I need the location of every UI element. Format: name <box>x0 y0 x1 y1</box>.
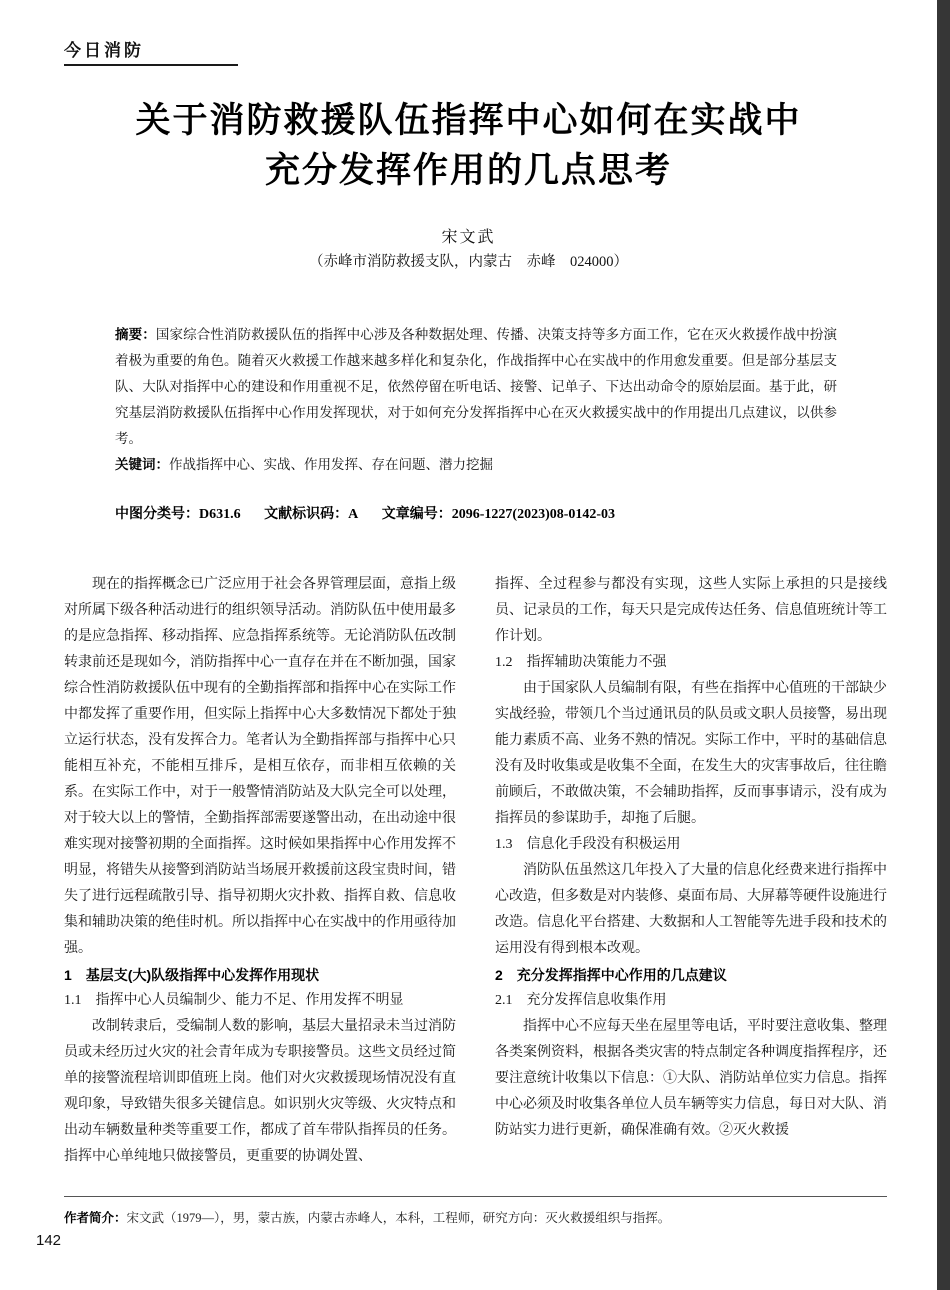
body-paragraph: 改制转隶后，受编制人数的影响，基层大量招录未当过消防员或未经历过火灾的社会青年成为专职接警员。这些文员经过简单的接警流程培训即值班上岗。他们对火灾救援现场情况没有直观印象，导致错失很多关键信息。如识别火灾等级、火灾特点和出动车辆数量种类等重要工作，都成了首车带队指挥员的任务。指挥中心单纯地只做接警员，更重要的协调处置、 <box>64 1019 456 1164</box>
article-title <box>0 96 937 196</box>
body-paragraph: 由于国家队人员编制有限，有些在指挥中心值班的干部缺少实战经验，带领几个当过通讯员的队员或文职人员接警，易出现能力素质不高、业务不熟的情况。实际工作中，平时的基础信息没有及时收集或是收集不全面，在发生大的灾害事故后，往往瞻前顾后，不敢做决策，不会辅助指挥，反而事事请示，没有成为指挥员的参谋助手，却拖了后腿。 <box>495 681 887 826</box>
abstract-block <box>115 322 837 478</box>
abstract-label: 摘要： <box>115 327 156 342</box>
section-heading: 1 基层支(大)队级指挥中心发挥作用现状 <box>64 967 320 983</box>
article-body <box>64 572 887 1170</box>
binding-spine-bar <box>937 0 950 1290</box>
author-affiliation: （赤峰市消防救援支队，内蒙古 赤峰 024000） <box>309 254 628 270</box>
document-code-value: A <box>348 507 359 522</box>
subsection-heading: 1.3 信息化手段没有积极运用 <box>495 837 681 852</box>
article-number-label: 文章编号： <box>381 507 452 522</box>
body-paragraph: 消防队伍虽然这几年投入了大量的信息化经费来进行指挥中心改造，但多数是对内装修、桌面布局、大屏幕等硬件设施进行改造。信息化平台搭建、大数据和人工智能等先进手段和技术的运用没有得到根本改观。 <box>495 863 887 956</box>
article-title-line1: 关于消防救援队伍指挥中心如何在实战中 <box>135 101 802 140</box>
clc-label: 中图分类号： <box>115 507 199 522</box>
subsection-heading: 2.1 充分发挥信息收集作用 <box>495 993 667 1008</box>
document-code-label: 文献标识码： <box>264 507 349 522</box>
keywords-text: 作战指挥中心、实战、作用发挥、存在问题、潜力挖掘 <box>169 457 493 472</box>
document-code <box>264 507 358 522</box>
author-bio-label: 作者简介： <box>64 1211 127 1225</box>
keywords-line <box>115 452 837 478</box>
body-paragraph: 现在的指挥概念已广泛应用于社会各界管理层面，意指上级对所属下级各种活动进行的组织领导活动。消防队伍中使用最多的是应急指挥、移动指挥、应急指挥系统等。无论消防队伍改制转隶前还是现如今，消防指挥中心一直存在并在不断加强，国家综合性消防救援队伍中现有的全勤指挥部和指挥中心在实际工作中都发挥了重要作用，但实际上指挥中心大多数情况下都处于独立运行状态，没有发挥合力。笔者认为全勤指挥部与指挥中心只能相互补充，不能相互排斥，是相互依存，而非相互依赖的关系。在实际工作中，对于一般警情消防站及大队完全可以处理，对于较大以上的警情，全勤指挥部需要遂警出动，在出动途中很难实现对接警初期的全面指挥。这时候如果指挥中心作用发挥不明显，将错失从接警到消防站当场展开救援前这段宝贵时间，错失了进行远程疏散引导、指导初期火灾扑救、指挥自救、信息收集和辅助决策的绝佳时机。所以指挥中心在实战中的作用亟待加强。 <box>64 577 456 956</box>
article-title-line2: 充分发挥作用的几点思考 <box>264 151 672 190</box>
clc-number <box>115 507 241 522</box>
abstract-paragraph <box>115 322 837 452</box>
author-name: 宋文武 <box>441 229 496 246</box>
article-number-value: 2096-1227(2023)08-0142-03 <box>451 507 616 522</box>
subsection-heading: 1.1 指挥中心人员编制少、能力不足、作用发挥不明显 <box>64 993 404 1008</box>
classification-line <box>115 503 837 523</box>
article-number <box>382 507 615 522</box>
author-bio <box>64 1207 887 1229</box>
right-column <box>495 572 887 1170</box>
header-rule <box>64 64 238 66</box>
subsection-heading: 1.2 指挥辅助决策能力不强 <box>495 655 667 670</box>
footnote-rule <box>64 1196 887 1197</box>
body-paragraph: 指挥中心不应每天坐在屋里等电话，平时要注意收集、整理各类案例资料，根据各类灾害的特点制定各种调度指挥程序，还要注意统计收集以下信息：①大队、消防站单位实力信息。指挥中心必须及时收集各单位人员车辆等实力信息，每日对大队、消防站实力进行更新，确保准确有效。②灭火救援 <box>495 1019 887 1138</box>
keywords-label: 关键词： <box>115 457 169 472</box>
author-bio-text: 宋文武（1979—），男，蒙古族，内蒙古赤峰人，本科，工程师，研究方向：灭火救援组织与指挥。 <box>126 1211 671 1225</box>
journal-section-label: 今日消防 <box>64 41 144 60</box>
section-heading: 2 充分发挥指挥中心作用的几点建议 <box>495 967 727 983</box>
left-column <box>64 572 456 1170</box>
clc-value: D631.6 <box>199 507 241 522</box>
body-paragraph: 指挥、全过程参与都没有实现，这些人实际上承担的只是接线员、记录员的工作，每天只是完成传达任务、信息值班统计等工作计划。 <box>495 577 887 644</box>
page-number: 142 <box>36 1232 62 1249</box>
abstract-text: 国家综合性消防救援队伍的指挥中心涉及各种数据处理、传播、决策支持等多方面工作，它在灭火救援作战中扮演着极为重要的角色。随着灭火救援工作越来越多样化和复杂化，作战指挥中心在实战中的作用愈发重要。但是部分基层支队、大队对指挥中心的建设和作用重视不足，依然停留在听电话、接警、记单子、下达出动命令的原始层面。基于此，研究基层消防救援队伍指挥中心作用发挥现状，对于如何充分发挥指挥中心在灭火救援实战中的作用提出几点建议，以供参考。 <box>115 327 837 446</box>
